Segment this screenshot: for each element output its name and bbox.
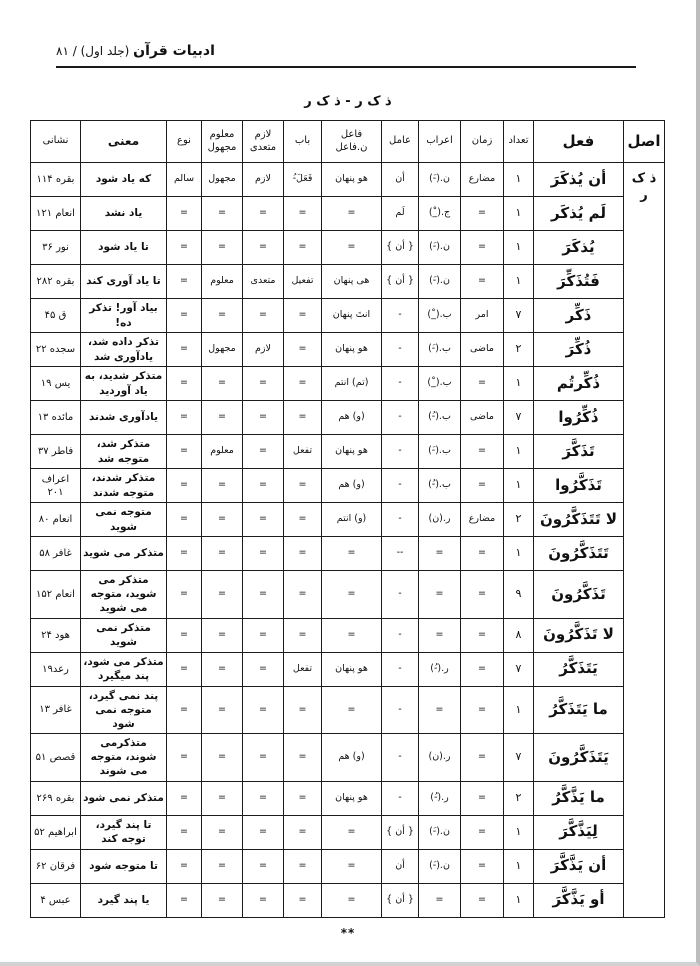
cell-bab: = — [284, 503, 322, 537]
cell-erab: = — [419, 686, 461, 734]
cell-neshani: انعام ۱۲۱ — [31, 197, 81, 231]
header-separator: / — [72, 44, 77, 58]
cell-lazem: = — [243, 883, 284, 917]
cell-zaman: امر — [461, 299, 504, 333]
cell-fel: لا تَذَکَّرُونَ — [534, 618, 624, 652]
cell-neshani: بقره ۲۶۹ — [31, 781, 81, 815]
cell-erab: = — [419, 883, 461, 917]
cell-fel: ذُکِّرُوا — [534, 401, 624, 435]
cell-bab: = — [284, 537, 322, 571]
table-row — [31, 333, 665, 367]
cell-no: = — [167, 537, 202, 571]
cell-lazem: = — [243, 367, 284, 401]
cell-mani: متذکر شد، متوجه شد — [81, 435, 167, 469]
cell-erab: ر.(-ُ) — [419, 781, 461, 815]
cell-fel: تَذَکَّرُوا — [534, 469, 624, 503]
cell-fael: (و) هم — [322, 734, 382, 782]
cell-lazem: لازم — [243, 333, 284, 367]
column-header-mani: معنی — [81, 121, 167, 163]
cell-tedad: ۷ — [504, 734, 534, 782]
cell-mani: متذکر می شوید، متوجه می شوید — [81, 571, 167, 619]
cell-zaman: = — [461, 367, 504, 401]
table-row — [31, 849, 665, 883]
cell-tedad: ۱ — [504, 197, 534, 231]
cell-malum: = — [202, 401, 243, 435]
cell-fel: لا تَتَذَکَّرُونَ — [534, 503, 624, 537]
cell-erab: ب.(-ُ) — [419, 469, 461, 503]
cell-fael: انتَ پنهان — [322, 299, 382, 333]
cell-erab: ب.(-ُ) — [419, 401, 461, 435]
cell-neshani: بقره ۲۸۲ — [31, 265, 81, 299]
table-row — [31, 231, 665, 265]
cell-fel: أن یُذکَرَ — [534, 163, 624, 197]
table-row — [31, 469, 665, 503]
column-header-fael: فاعل ن.فاعل — [322, 121, 382, 163]
cell-no: = — [167, 197, 202, 231]
cell-zaman: مضارع — [461, 503, 504, 537]
cell-erab: ن.(-َ) — [419, 163, 461, 197]
cell-no: = — [167, 265, 202, 299]
cell-zaman: = — [461, 435, 504, 469]
cell-mani: یا پند گیرد — [81, 883, 167, 917]
cell-tedad: ۱ — [504, 883, 534, 917]
cell-lazem: = — [243, 618, 284, 652]
cell-bab: تفعیل — [284, 265, 322, 299]
cell-mani: متذکر می شوید — [81, 537, 167, 571]
cell-bab: = — [284, 401, 322, 435]
cell-no: سالم — [167, 163, 202, 197]
cell-mani: بیاد آور! تذکر ده! — [81, 299, 167, 333]
cell-amel: أن — [382, 163, 419, 197]
cell-lazem: متعدی — [243, 265, 284, 299]
cell-fael: هو پنهان — [322, 333, 382, 367]
column-header-malum: معلوم مجهول — [202, 121, 243, 163]
table-row — [31, 299, 665, 333]
cell-bab: = — [284, 299, 322, 333]
cell-tedad: ۷ — [504, 401, 534, 435]
cell-lazem: = — [243, 299, 284, 333]
cell-amel: لَم — [382, 197, 419, 231]
cell-bab: تفعل — [284, 652, 322, 686]
cell-neshani: انعام ۱۵۲ — [31, 571, 81, 619]
column-header-zaman: زمان — [461, 121, 504, 163]
cell-amel: - — [382, 333, 419, 367]
cell-neshani: بقره ۱۱۴ — [31, 163, 81, 197]
cell-zaman: = — [461, 571, 504, 619]
cell-erab: = — [419, 618, 461, 652]
cell-mani: پند نمی گیرد، متوجه نمی شود — [81, 686, 167, 734]
cell-fel: یُذکَرَ — [534, 231, 624, 265]
cell-lazem: = — [243, 849, 284, 883]
cell-amel: - — [382, 299, 419, 333]
cell-erab: ن.(-َ) — [419, 231, 461, 265]
cell-erab: ن.(-َ) — [419, 265, 461, 299]
table-row — [31, 367, 665, 401]
cell-amel: - — [382, 781, 419, 815]
cell-malum: = — [202, 815, 243, 849]
cell-tedad: ۲ — [504, 781, 534, 815]
cell-neshani: غافر ۱۳ — [31, 686, 81, 734]
cell-fel: لِیَذَّکَّرَ — [534, 815, 624, 849]
table-row — [31, 686, 665, 734]
cell-amel: { أن } — [382, 265, 419, 299]
cell-lazem: = — [243, 652, 284, 686]
root-title: ذ ک ر - ذ ک ر — [304, 94, 392, 109]
cell-fael: = — [322, 815, 382, 849]
cell-fel: أو یَذَّکَّرَ — [534, 883, 624, 917]
cell-fael: = — [322, 883, 382, 917]
cell-bab: = — [284, 333, 322, 367]
cell-neshani: مائده ۱۳ — [31, 401, 81, 435]
cell-lazem: لازم — [243, 163, 284, 197]
cell-tedad: ۱ — [504, 469, 534, 503]
cell-bab: = — [284, 618, 322, 652]
cell-tedad: ۱ — [504, 686, 534, 734]
cell-neshani: انعام ۸۰ — [31, 503, 81, 537]
cell-tedad: ۱ — [504, 537, 534, 571]
column-header-lazem: لازم متعدی — [243, 121, 284, 163]
cell-bab: تفعل — [284, 435, 322, 469]
cell-zaman: = — [461, 265, 504, 299]
table-head — [31, 121, 665, 163]
cell-malum: = — [202, 231, 243, 265]
cell-no: = — [167, 734, 202, 782]
cell-zaman: = — [461, 537, 504, 571]
cell-no: = — [167, 401, 202, 435]
cell-zaman: = — [461, 734, 504, 782]
cell-neshani: ابراهیم ۵۲ — [31, 815, 81, 849]
cell-lazem: = — [243, 231, 284, 265]
table-body — [31, 163, 665, 918]
cell-no: = — [167, 333, 202, 367]
column-header-bab: باب — [284, 121, 322, 163]
column-header-asl: اصل — [624, 121, 665, 163]
volume-label: (جلد اول) — [80, 44, 130, 58]
cell-fel: ما یَتَذَکَّرُ — [534, 686, 624, 734]
book-title: ادبیات قرآن — [133, 43, 215, 59]
cell-amel: -- — [382, 537, 419, 571]
cell-bab: = — [284, 686, 322, 734]
cell-mani: متذکر نمی شود — [81, 781, 167, 815]
cell-fel: تَذَکَّرَ — [534, 435, 624, 469]
cell-fel: فَتُذَکِّرَ — [534, 265, 624, 299]
cell-fael: هو پنهان — [322, 781, 382, 815]
cell-erab: ن.(-َ) — [419, 849, 461, 883]
cell-fel: ذُکِّرتُم — [534, 367, 624, 401]
cell-amel: - — [382, 503, 419, 537]
cell-erab: ر.(ن) — [419, 734, 461, 782]
cell-mani: متذکر شدند، متوجه شدند — [81, 469, 167, 503]
cell-zaman: = — [461, 618, 504, 652]
cell-malum: معلوم — [202, 265, 243, 299]
cell-erab: ج.(_ْ) — [419, 197, 461, 231]
table-row — [31, 734, 665, 782]
cell-amel: - — [382, 367, 419, 401]
cell-tedad: ۱ — [504, 367, 534, 401]
cell-tedad: ۱ — [504, 435, 534, 469]
cell-bab: = — [284, 469, 322, 503]
cell-malum: = — [202, 781, 243, 815]
cell-no: = — [167, 781, 202, 815]
cell-zaman: مضارع — [461, 163, 504, 197]
table-row — [31, 265, 665, 299]
cell-lazem: = — [243, 435, 284, 469]
cell-amel: { أن } — [382, 815, 419, 849]
cell-tedad: ۱ — [504, 815, 534, 849]
cell-tedad: ۲ — [504, 503, 534, 537]
cell-neshani: فرقان ۶۲ — [31, 849, 81, 883]
cell-amel: { أن } — [382, 231, 419, 265]
cell-lazem: = — [243, 815, 284, 849]
cell-lazem: = — [243, 197, 284, 231]
verb-analysis-table — [30, 120, 665, 918]
cell-no: = — [167, 652, 202, 686]
cell-lazem: = — [243, 734, 284, 782]
cell-amel: - — [382, 734, 419, 782]
cell-bab: فَعَلَ-ُ — [284, 163, 322, 197]
cell-bab: = — [284, 734, 322, 782]
header-row — [31, 121, 665, 163]
cell-amel: - — [382, 652, 419, 686]
cell-malum: مجهول — [202, 163, 243, 197]
cell-fael: (و) هم — [322, 401, 382, 435]
cell-amel: - — [382, 435, 419, 469]
cell-fael: = — [322, 686, 382, 734]
cell-fael: = — [322, 571, 382, 619]
cell-no: = — [167, 883, 202, 917]
cell-erab: ر.(ن) — [419, 503, 461, 537]
cell-malum: = — [202, 618, 243, 652]
cell-tedad: ۷ — [504, 652, 534, 686]
cell-malum: = — [202, 571, 243, 619]
cell-malum: = — [202, 197, 243, 231]
column-header-tedad: تعداد — [504, 121, 534, 163]
cell-zaman: = — [461, 849, 504, 883]
cell-zaman: = — [461, 815, 504, 849]
cell-neshani: نور ۳۶ — [31, 231, 81, 265]
table-row — [31, 781, 665, 815]
cell-no: = — [167, 815, 202, 849]
cell-fel: لَم یُذکَر — [534, 197, 624, 231]
cell-fael: = — [322, 197, 382, 231]
cell-fel: یَتَذَکَّرُ — [534, 652, 624, 686]
cell-neshani: اعراف ۲۰۱ — [31, 469, 81, 503]
cell-malum: = — [202, 503, 243, 537]
table-row — [31, 815, 665, 849]
cell-zaman: = — [461, 883, 504, 917]
cell-malum: = — [202, 469, 243, 503]
cell-fael: هو پنهان — [322, 435, 382, 469]
cell-tedad: ۱ — [504, 849, 534, 883]
cell-erab: ب.(_ْ) — [419, 367, 461, 401]
cell-zaman: = — [461, 469, 504, 503]
header-rule — [56, 66, 636, 68]
cell-bab: = — [284, 571, 322, 619]
table-row — [31, 197, 665, 231]
cell-no: = — [167, 849, 202, 883]
table-row — [31, 503, 665, 537]
cell-fael: هو پنهان — [322, 652, 382, 686]
cell-tedad: ۲ — [504, 333, 534, 367]
cell-neshani: هود ۲۴ — [31, 618, 81, 652]
cell-fael: (و) هم — [322, 469, 382, 503]
cell-mani: یادآوری شدند — [81, 401, 167, 435]
cell-malum: = — [202, 686, 243, 734]
cell-bab: = — [284, 849, 322, 883]
cell-fel: ذُکِّرَ — [534, 333, 624, 367]
cell-neshani: غافر ۵۸ — [31, 537, 81, 571]
table-row — [31, 401, 665, 435]
cell-fel: ما یَذَّکَّرُ — [534, 781, 624, 815]
cell-fel: ذَکِّر — [534, 299, 624, 333]
table-row — [31, 163, 665, 197]
cell-neshani: یس ۱۹ — [31, 367, 81, 401]
cell-lazem: = — [243, 686, 284, 734]
cell-zaman: ماضی — [461, 333, 504, 367]
cell-erab: ر.(-ُ) — [419, 652, 461, 686]
cell-mani: متذکرمی شوند، متوجه می شوند — [81, 734, 167, 782]
cell-fael: هی پنهان — [322, 265, 382, 299]
cell-fael: (و) انتم — [322, 503, 382, 537]
cell-malum: مجهول — [202, 333, 243, 367]
cell-amel: - — [382, 618, 419, 652]
column-header-fel: فعل — [534, 121, 624, 163]
cell-bab: = — [284, 367, 322, 401]
table-row — [31, 571, 665, 619]
cell-mani: که یاد شود — [81, 163, 167, 197]
cell-erab: ن.(-َ) — [419, 815, 461, 849]
cell-malum: = — [202, 849, 243, 883]
cell-mani: متذکر می شود، پند میگیرد — [81, 652, 167, 686]
cell-bab: = — [284, 781, 322, 815]
cell-fel: تَتَذَکَّرُونَ — [534, 537, 624, 571]
column-header-neshani: نشانی — [31, 121, 81, 163]
cell-lazem: = — [243, 781, 284, 815]
cell-fael: = — [322, 849, 382, 883]
cell-no: = — [167, 571, 202, 619]
cell-tedad: ۱ — [504, 231, 534, 265]
page-number: ۸۱ — [56, 44, 69, 58]
footer-mark: ** — [340, 926, 356, 940]
cell-mani: یاد نشد — [81, 197, 167, 231]
cell-no: = — [167, 686, 202, 734]
cell-mani: متذکر شدید، به یاد آوردید — [81, 367, 167, 401]
cell-erab: ب.(_ْ) — [419, 299, 461, 333]
cell-fel: أن یَذَّکَّرَ — [534, 849, 624, 883]
cell-lazem: = — [243, 401, 284, 435]
cell-neshani: رعد۱۹ — [31, 652, 81, 686]
cell-mani: تا متوجه شود — [81, 849, 167, 883]
cell-fael: = — [322, 618, 382, 652]
table-row — [31, 652, 665, 686]
cell-no: = — [167, 469, 202, 503]
cell-no: = — [167, 618, 202, 652]
column-header-amel: عامل — [382, 121, 419, 163]
column-header-no: نوع — [167, 121, 202, 163]
cell-tedad: ۱ — [504, 265, 534, 299]
cell-lazem: = — [243, 571, 284, 619]
cell-malum: = — [202, 883, 243, 917]
cell-erab: = — [419, 571, 461, 619]
cell-malum: معلوم — [202, 435, 243, 469]
cell-neshani: ق ۴۵ — [31, 299, 81, 333]
cell-malum: = — [202, 652, 243, 686]
cell-mani: تا پند گیرد، توجه کند — [81, 815, 167, 849]
cell-erab: = — [419, 537, 461, 571]
cell-tedad: ۸ — [504, 618, 534, 652]
table-row — [31, 537, 665, 571]
cell-no: = — [167, 231, 202, 265]
cell-neshani: عبس ۴ — [31, 883, 81, 917]
cell-no: = — [167, 503, 202, 537]
cell-no: = — [167, 367, 202, 401]
table-row — [31, 435, 665, 469]
cell-zaman: = — [461, 652, 504, 686]
cell-neshani: سجده ۲۲ — [31, 333, 81, 367]
cell-no: = — [167, 299, 202, 333]
cell-malum: = — [202, 367, 243, 401]
cell-lazem: = — [243, 503, 284, 537]
cell-zaman: = — [461, 686, 504, 734]
cell-bab: = — [284, 231, 322, 265]
cell-fel: یَتَذَکَّرُونَ — [534, 734, 624, 782]
cell-malum: = — [202, 299, 243, 333]
cell-mani: متذکر نمی شوید — [81, 618, 167, 652]
cell-erab: ب.(-َ) — [419, 333, 461, 367]
cell-mani: تا یاد شود — [81, 231, 167, 265]
cell-amel: - — [382, 401, 419, 435]
cell-tedad: ۹ — [504, 571, 534, 619]
cell-zaman: = — [461, 197, 504, 231]
cell-lazem: = — [243, 537, 284, 571]
cell-root: ذ ک ر — [624, 163, 665, 918]
cell-tedad: ۷ — [504, 299, 534, 333]
cell-fael: = — [322, 537, 382, 571]
cell-mani: تا یاد آوری کند — [81, 265, 167, 299]
table-row — [31, 618, 665, 652]
cell-zaman: ماضی — [461, 401, 504, 435]
cell-lazem: = — [243, 469, 284, 503]
cell-fael: (تم) انتم — [322, 367, 382, 401]
cell-mani: متوجه نمی شوید — [81, 503, 167, 537]
cell-mani: تذکر داده شد، یادآوری شد — [81, 333, 167, 367]
cell-erab: ب.(-َ) — [419, 435, 461, 469]
table-row — [31, 883, 665, 917]
cell-amel: - — [382, 686, 419, 734]
cell-bab: = — [284, 815, 322, 849]
cell-zaman: = — [461, 781, 504, 815]
cell-amel: - — [382, 571, 419, 619]
cell-amel: أن — [382, 849, 419, 883]
cell-fel: تَذَکَّرُونَ — [534, 571, 624, 619]
column-header-erab: اعراب — [419, 121, 461, 163]
cell-fael: هو پنهان — [322, 163, 382, 197]
cell-tedad: ۱ — [504, 163, 534, 197]
cell-zaman: = — [461, 231, 504, 265]
cell-malum: = — [202, 734, 243, 782]
cell-bab: = — [284, 883, 322, 917]
cell-neshani: قصص ۵۱ — [31, 734, 81, 782]
cell-amel: { أن } — [382, 883, 419, 917]
cell-amel: - — [382, 469, 419, 503]
cell-bab: = — [284, 197, 322, 231]
page-header — [56, 43, 215, 59]
cell-neshani: فاطر ۳۷ — [31, 435, 81, 469]
cell-fael: = — [322, 231, 382, 265]
cell-malum: = — [202, 537, 243, 571]
cell-no: = — [167, 435, 202, 469]
